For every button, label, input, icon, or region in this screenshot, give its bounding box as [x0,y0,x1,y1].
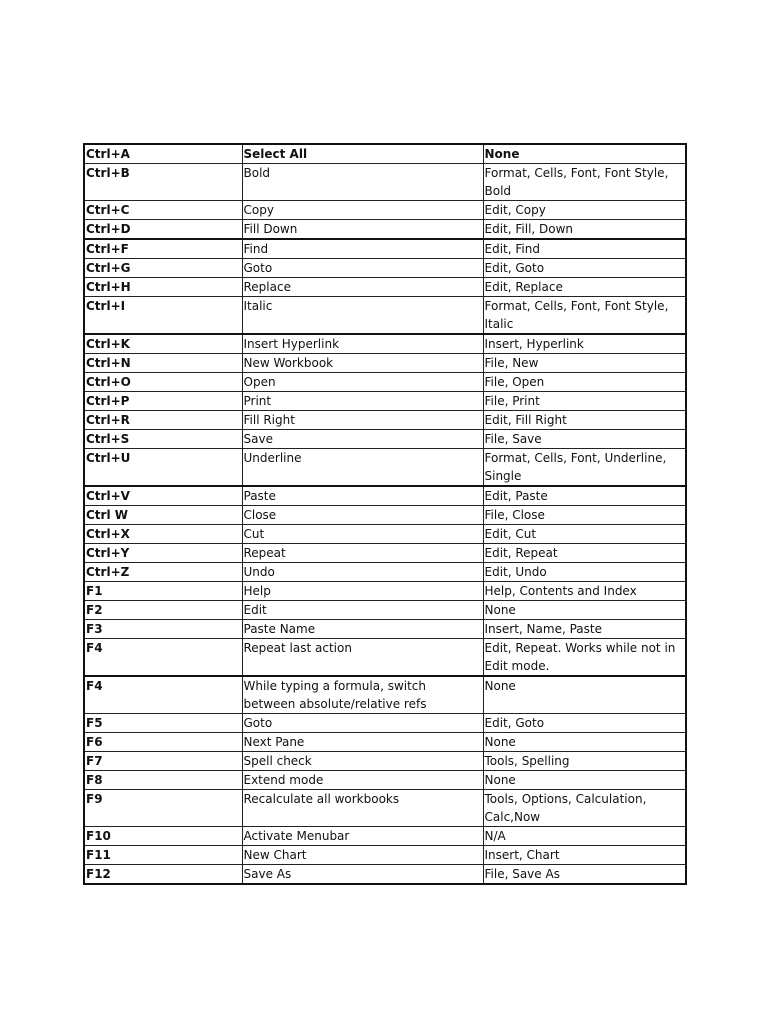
table-row [84,297,686,335]
table-row [84,278,686,297]
action-cell: Undo [242,563,483,582]
table-row [84,827,686,846]
action-cell: Insert Hyperlink [242,334,483,354]
menu-path-cell: Edit, Fill Right [483,411,686,430]
table-row [84,733,686,752]
shortcut-key-cell: F6 [84,733,242,752]
shortcut-key-cell: F2 [84,601,242,620]
table-row [84,220,686,240]
action-cell: Goto [242,714,483,733]
menu-path-cell: Edit, Repeat [483,544,686,563]
menu-path-cell: Insert, Hyperlink [483,334,686,354]
menu-path-cell: Edit, Find [483,239,686,259]
menu-path-cell: Format, Cells, Font, Underline, Single [483,449,686,487]
table-row [84,752,686,771]
menu-path-cell: Format, Cells, Font, Font Style, Italic [483,297,686,335]
menu-path-cell: Edit, Paste [483,486,686,506]
table-row [84,601,686,620]
menu-path-cell: File, Open [483,373,686,392]
action-cell: Goto [242,259,483,278]
table-row [84,430,686,449]
table-row [84,563,686,582]
menu-path-cell: Help, Contents and Index [483,582,686,601]
action-cell: Find [242,239,483,259]
menu-path-cell: Format, Cells, Font, Font Style, Bold [483,164,686,201]
action-cell: Extend mode [242,771,483,790]
action-cell: Bold [242,164,483,201]
menu-path-cell: None [483,601,686,620]
menu-path-cell: Tools, Options, Calculation, Calc,Now [483,790,686,827]
table-row [84,164,686,201]
shortcut-key-cell: Ctrl+Z [84,563,242,582]
action-cell: Print [242,392,483,411]
action-cell: Recalculate all workbooks [242,790,483,827]
table-row [84,506,686,525]
action-cell: Repeat [242,544,483,563]
shortcut-key-cell: Ctrl+K [84,334,242,354]
action-cell: Fill Down [242,220,483,240]
shortcut-key-cell: Ctrl+C [84,201,242,220]
action-cell: Activate Menubar [242,827,483,846]
action-cell: Fill Right [242,411,483,430]
table-row [84,259,686,278]
menu-path-cell: File, Save As [483,865,686,885]
shortcut-key-cell: Ctrl+N [84,354,242,373]
table-row [84,239,686,259]
table-row [84,354,686,373]
menu-path-cell: File, Print [483,392,686,411]
table-row [84,676,686,714]
shortcut-key-cell: F5 [84,714,242,733]
action-cell: Replace [242,278,483,297]
action-cell: Close [242,506,483,525]
menu-path-cell: None [483,144,686,164]
shortcut-key-cell: Ctrl+A [84,144,242,164]
menu-path-cell: Edit, Copy [483,201,686,220]
shortcut-key-cell: F1 [84,582,242,601]
action-cell: Help [242,582,483,601]
shortcut-key-cell: F8 [84,771,242,790]
menu-path-cell: Edit, Goto [483,259,686,278]
menu-path-cell: None [483,733,686,752]
shortcut-key-cell: Ctrl+U [84,449,242,487]
action-cell: New Workbook [242,354,483,373]
shortcut-key-cell: Ctrl+H [84,278,242,297]
action-cell: Paste [242,486,483,506]
action-cell: New Chart [242,846,483,865]
action-cell: Underline [242,449,483,487]
table-row [84,714,686,733]
action-cell: Copy [242,201,483,220]
menu-path-cell: File, Save [483,430,686,449]
shortcut-key-cell: Ctrl+R [84,411,242,430]
action-cell: Edit [242,601,483,620]
shortcut-key-cell: Ctrl W [84,506,242,525]
action-cell: Paste Name [242,620,483,639]
menu-path-cell: Insert, Chart [483,846,686,865]
action-cell: Save [242,430,483,449]
table-row [84,373,686,392]
shortcut-key-cell: Ctrl+O [84,373,242,392]
shortcut-key-cell: F7 [84,752,242,771]
menu-path-cell: File, New [483,354,686,373]
shortcut-key-cell: Ctrl+S [84,430,242,449]
action-cell: Next Pane [242,733,483,752]
table-row [84,544,686,563]
shortcut-key-cell: Ctrl+D [84,220,242,240]
table-row [84,392,686,411]
menu-path-cell: N/A [483,827,686,846]
menu-path-cell: File, Close [483,506,686,525]
menu-path-cell: Tools, Spelling [483,752,686,771]
action-cell: Cut [242,525,483,544]
shortcut-key-cell: F10 [84,827,242,846]
table-row [84,582,686,601]
table-row [84,201,686,220]
table-row [84,790,686,827]
shortcut-key-cell: F4 [84,676,242,714]
menu-path-cell: Edit, Fill, Down [483,220,686,240]
shortcut-key-cell: Ctrl+B [84,164,242,201]
shortcut-key-cell: F4 [84,639,242,677]
action-cell: Open [242,373,483,392]
table-row [84,865,686,885]
shortcut-key-cell: Ctrl+I [84,297,242,335]
menu-path-cell: None [483,771,686,790]
menu-path-cell: Edit, Replace [483,278,686,297]
menu-path-cell: Edit, Cut [483,525,686,544]
table-row [84,486,686,506]
action-cell: While typing a formula, switch between absolute/relative refs [242,676,483,714]
shortcut-key-cell: F3 [84,620,242,639]
table-row [84,144,686,164]
shortcut-table-body [84,144,686,884]
action-cell: Save As [242,865,483,885]
shortcut-key-cell: Ctrl+V [84,486,242,506]
table-row [84,525,686,544]
table-row [84,449,686,487]
shortcut-key-cell: F9 [84,790,242,827]
menu-path-cell: Edit, Repeat. Works while not in Edit mode. [483,639,686,677]
menu-path-cell: None [483,676,686,714]
action-cell: Select All [242,144,483,164]
shortcut-key-cell: Ctrl+Y [84,544,242,563]
menu-path-cell: Edit, Goto [483,714,686,733]
shortcut-table [83,143,687,885]
menu-path-cell: Edit, Undo [483,563,686,582]
shortcut-key-cell: Ctrl+P [84,392,242,411]
table-row [84,846,686,865]
shortcut-key-cell: F12 [84,865,242,885]
table-row [84,639,686,677]
menu-path-cell: Insert, Name, Paste [483,620,686,639]
shortcut-key-cell: Ctrl+F [84,239,242,259]
table-row [84,620,686,639]
table-row [84,771,686,790]
action-cell: Repeat last action [242,639,483,677]
table-row [84,334,686,354]
shortcut-key-cell: Ctrl+X [84,525,242,544]
table-row [84,411,686,430]
shortcut-key-cell: Ctrl+G [84,259,242,278]
shortcut-key-cell: F11 [84,846,242,865]
action-cell: Italic [242,297,483,335]
action-cell: Spell check [242,752,483,771]
